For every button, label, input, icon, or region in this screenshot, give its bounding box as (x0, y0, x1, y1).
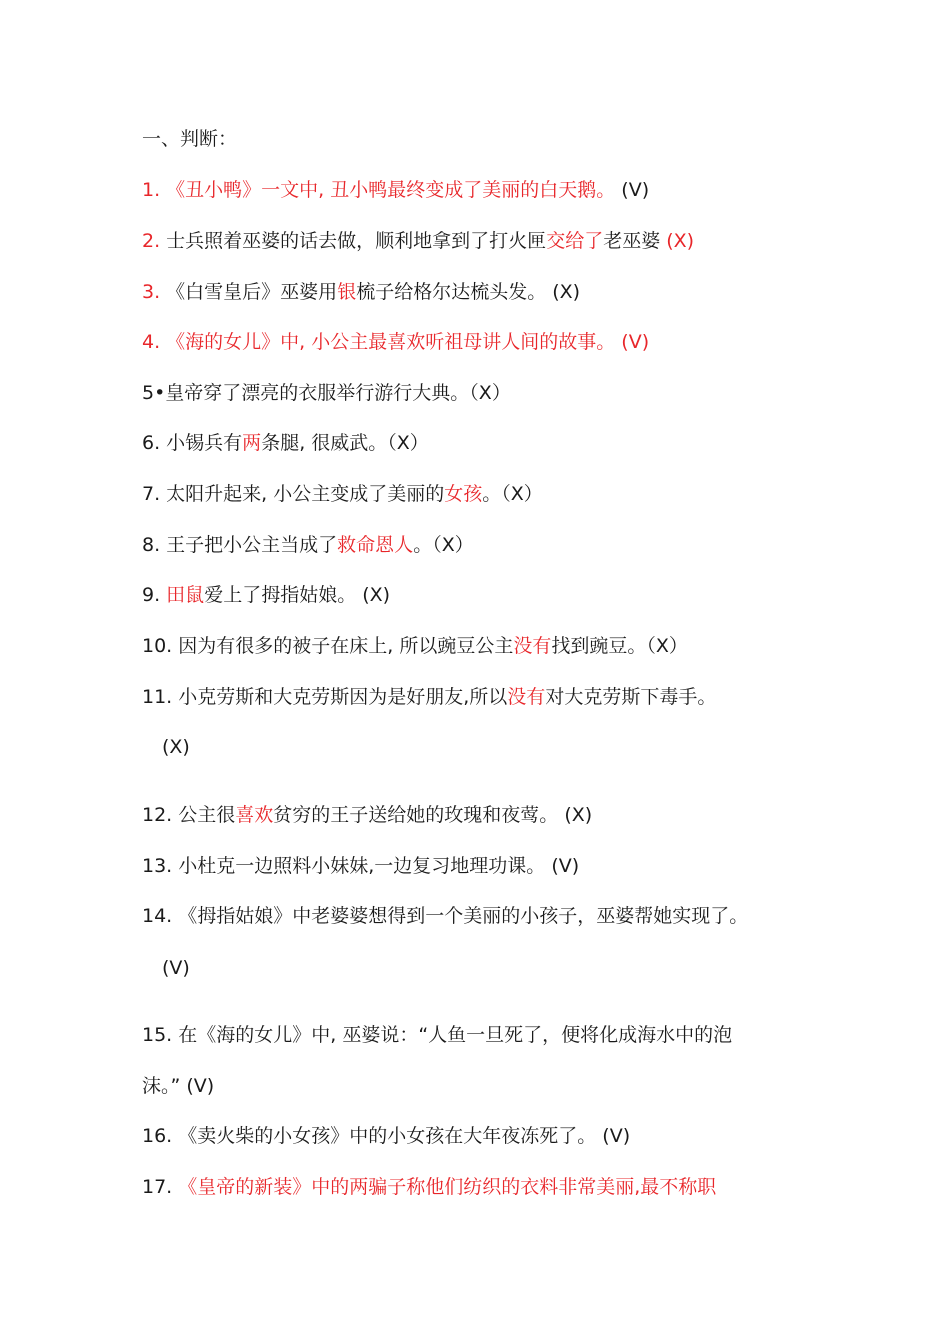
question-line-8 (142, 532, 474, 558)
highlight-text: 田鼠 (166, 584, 205, 606)
answer-mark: (X) (162, 736, 190, 758)
question-text: 16. 《卖火柴的小女孩》中的小女孩在大年夜冻死了。 (V) (142, 1125, 631, 1147)
question-line-14 (142, 903, 748, 929)
question-line-5 (142, 380, 511, 406)
question-text: 13. 小杜克一边照料小妹妹,一边复习地理功课。 (V) (142, 855, 580, 877)
question-text: 11. 小克劳斯和大克劳斯因为是好朋友,所以 (142, 686, 508, 708)
question-line-12 (142, 802, 592, 828)
answer-mark: (V) (615, 179, 650, 201)
question-line-6 (142, 430, 429, 456)
question-line-15-cont (142, 1073, 214, 1099)
question-text: 7. 太阳升起来, 小公主变成了美丽的 (142, 483, 445, 505)
answer-mark: (X) (666, 230, 695, 252)
question-text: 爱上了拇指姑娘。 (X) (204, 584, 391, 606)
question-text: 14. 《拇指姑娘》中老婆婆想得到一个美丽的小孩子，巫婆帮她实现了。 (142, 905, 749, 927)
question-line-1 (142, 177, 649, 203)
question-line-16 (142, 1123, 630, 1149)
question-text: 沫。” (V) (142, 1075, 215, 1097)
highlight-text: 《皇帝的新装》中的两骗子称他们纺织的衣料非常美丽,最不称职 (178, 1176, 717, 1198)
question-text: 1. 《丑小鸭》一文中, 丑小鸭最终变成了美丽的白天鹅。 (142, 179, 616, 201)
question-text: 12. 公主很 (142, 804, 236, 826)
question-text: 贫穷的王子送给她的玫瑰和夜莺。 (X) (273, 804, 593, 826)
highlight-text: 没有 (513, 635, 552, 657)
question-line-11 (142, 684, 716, 710)
question-line-11-answer (162, 734, 190, 760)
question-text: 找到豌豆。（X） (551, 635, 688, 657)
question-line-13 (142, 853, 579, 879)
question-text: 5•皇帝穿了漂亮的衣服举行游行大典。（X） (142, 382, 511, 404)
question-text: 老巫婆 (603, 230, 667, 252)
highlight-text: 两 (242, 432, 262, 454)
question-line-9 (142, 582, 390, 608)
question-text: 士兵照着巫婆的话去做，顺利地拿到了打火匣 (166, 230, 547, 252)
highlight-text: 交给了 (546, 230, 604, 252)
highlight-text: 喜欢 (235, 804, 274, 826)
highlight-text: 没有 (507, 686, 546, 708)
section-heading: 一、判断： (142, 128, 238, 150)
question-number: 2. (142, 230, 167, 252)
question-line-15 (142, 1022, 732, 1048)
question-text: 梳子给格尔达梳头发。 (X) (356, 281, 581, 303)
highlight-text: 银 (337, 281, 357, 303)
question-text: 6. 小锡兵有 (142, 432, 243, 454)
question-text: 4. 《海的女儿》中, 小公主最喜欢听祖母讲人间的故事。 (V) (142, 331, 650, 353)
question-text: 《白雪皇后》巫婆用 (166, 281, 338, 303)
highlight-text: 救命恩人 (337, 534, 414, 556)
question-number: 3. (142, 281, 167, 303)
question-line-4 (142, 329, 649, 355)
question-line-17 (142, 1174, 716, 1200)
question-text: 条腿, 很威武。（X） (261, 432, 429, 454)
question-text: 。（X） (413, 534, 474, 556)
question-text: 10. 因为有很多的被子在床上, 所以豌豆公主 (142, 635, 514, 657)
question-line-10 (142, 633, 688, 659)
question-number: 9. (142, 584, 167, 606)
question-text: 。（X） (482, 483, 543, 505)
question-text: 15. 在《海的女儿》中, 巫婆说：“人鱼一旦死了，便将化成海水中的泡 (142, 1024, 733, 1046)
question-text: 对大克劳斯下毒手。 (545, 686, 717, 708)
question-line-14-answer (162, 955, 190, 981)
question-number: 17. (142, 1176, 179, 1198)
question-line-7 (142, 481, 543, 507)
highlight-text: 女孩 (444, 483, 483, 505)
answer-mark: (V) (162, 957, 190, 979)
question-text: 8. 王子把小公主当成了 (142, 534, 338, 556)
question-line-3 (142, 279, 580, 305)
question-line-2 (142, 228, 694, 254)
